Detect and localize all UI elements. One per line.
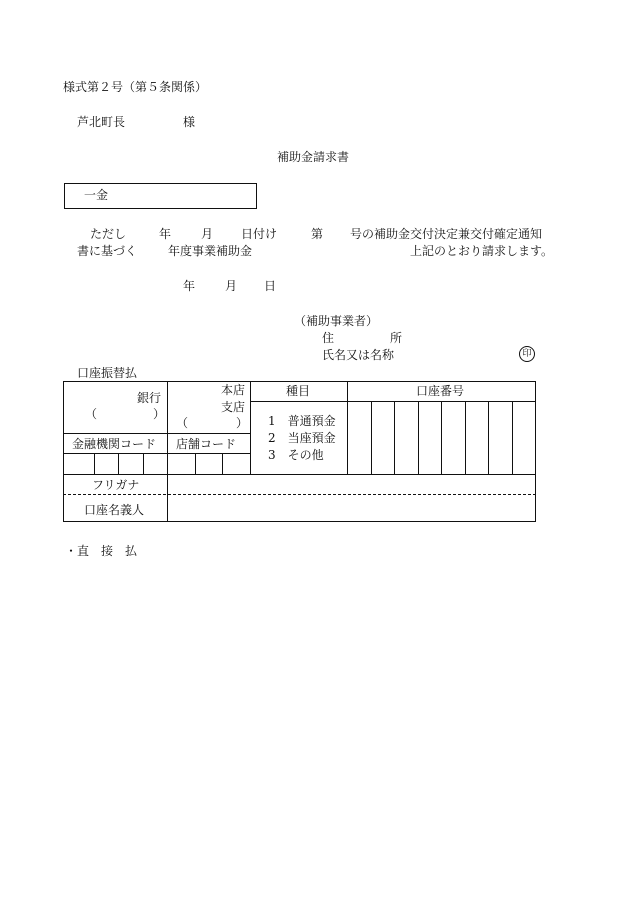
bank-paren-close: ） [153, 407, 166, 421]
type-header: 種目 [286, 384, 311, 398]
furigana-label: フリガナ [92, 478, 140, 492]
body-day-dated: 日付け [241, 227, 278, 241]
form-number: 様式第２号（第５条関係） [63, 80, 208, 94]
institution-code-label: 金融機関コード [72, 437, 157, 451]
seal-mark: 印 [519, 346, 535, 362]
body-fiscal-year: 年度事業補助金 [168, 244, 253, 258]
branch-label: 支店 [221, 400, 246, 414]
body-tadashi: ただし [90, 227, 127, 241]
amount-label: 一金 [84, 188, 109, 202]
type-option-3[interactable]: 3 その他 [268, 448, 324, 462]
branch-paren-open: （ [176, 416, 189, 430]
branch-code-label: 店舗コード [176, 437, 237, 451]
type-option-2[interactable]: 2 当座預金 [268, 431, 336, 445]
body-month: 月 [201, 227, 214, 241]
addressee: 芦北町長 [77, 115, 126, 129]
body-dai: 第 [311, 227, 324, 241]
body-line1-tail: 号の補助金交付決定兼交付確定通知 [350, 227, 543, 241]
body-line2-tail: 上記のとおり請求します。 [410, 244, 554, 258]
body-year: 年 [159, 227, 172, 241]
bank-transfer-heading: 口座振替払 [77, 366, 138, 380]
applicant-address-1: 住 [322, 331, 335, 345]
date-day: 日 [264, 279, 277, 293]
addressee-suffix: 様 [183, 115, 196, 129]
body-line2-head: 書に基づく [77, 244, 138, 258]
date-month: 月 [225, 279, 238, 293]
bank-label: 銀行 [137, 391, 162, 405]
type-option-1[interactable]: 1 普通預金 [268, 414, 336, 428]
applicant-address-2: 所 [390, 331, 403, 345]
document-title: 補助金請求書 [277, 150, 350, 164]
branch-paren-close: ） [236, 416, 249, 430]
bank-paren-open: （ [85, 407, 98, 421]
applicant-heading: （補助事業者） [294, 314, 379, 328]
account-holder-label: 口座名義人 [84, 503, 145, 517]
head-office-label: 本店 [221, 383, 246, 397]
account-number-header: 口座番号 [416, 384, 465, 398]
direct-payment: ・直 接 払 [65, 544, 138, 558]
applicant-name: 氏名又は名称 [322, 348, 395, 362]
date-year: 年 [183, 279, 196, 293]
